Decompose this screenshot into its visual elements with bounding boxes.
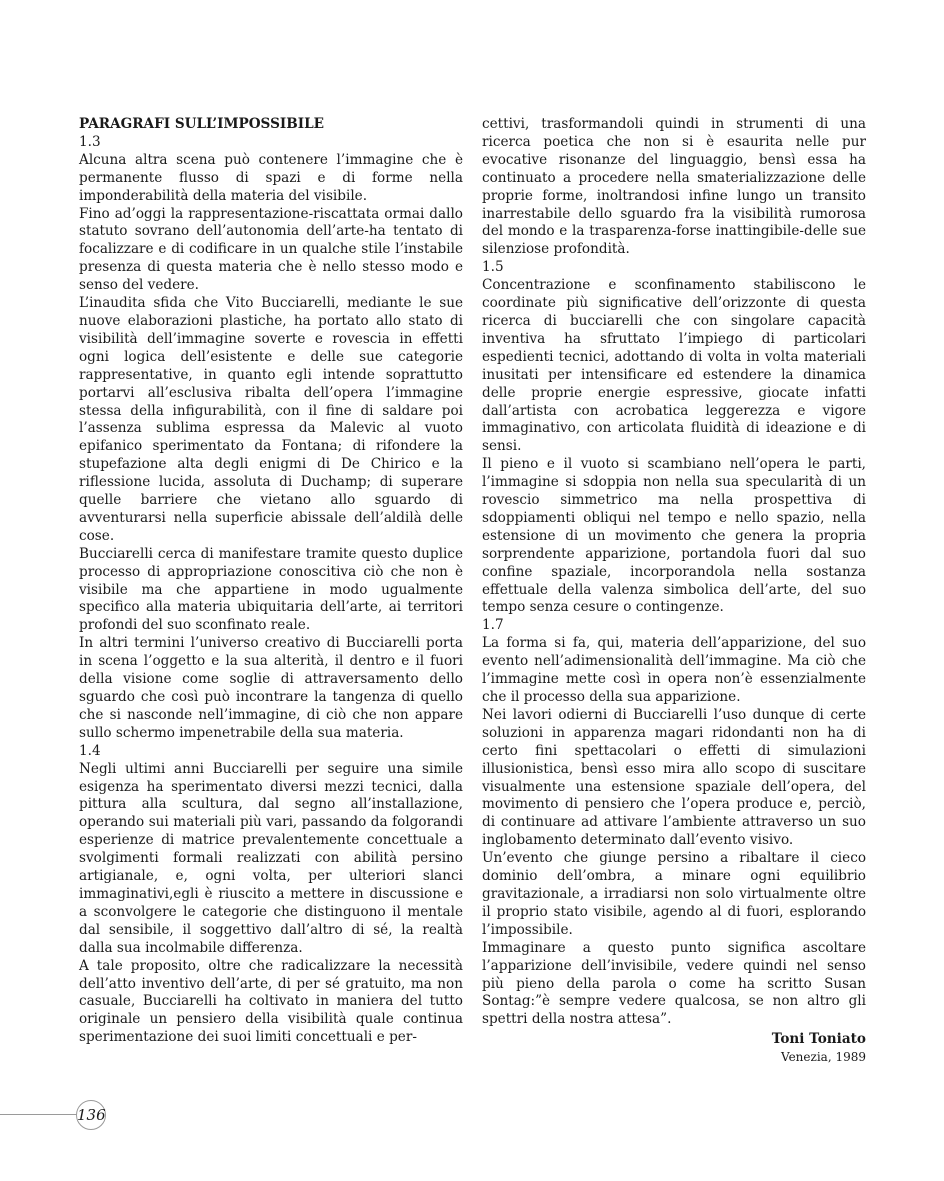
paragraph: Concentrazione e sconfinamento stabiliscono le coordinate più significative dell’orizzonte di questa ricerca di bucciarelli che con singolare capacità inventiva ha sfruttato l’impiego di particolari espedienti tecnici, adottando di volta in volta materiali inusitati per intensificare ed estendere la dinamica delle proprie energie espressive, giocate infatti dall’artista con acrobatica leggerezza e vigore immaginativo, con articolata fluidità di ideazione e di sensi. [482,277,866,455]
right-column-body [482,116,866,1029]
article-title: PARAGRAFI SULL’IMPOSSIBILE [79,116,325,132]
signature-block [482,1031,866,1067]
right-column [482,116,866,1067]
paragraph: Un’evento che giunge persino a ribaltare il cieco dominio dell’ombra, a minare ogni equilibrio gravitazionale, a irradiarsi non solo virtualmente oltre il proprio stato visibile, agendo al di fuori, esplorando l’impossibile. [482,850,866,938]
paragraph: cettivi, trasformandoli quindi in strumenti di una ricerca poetica che non si è esaurita nelle pur evocative risonanze del linguaggio, bensì essa ha continuato a procedere nella smaterializzazione delle proprie forme, inoltrandosi infine lungo un transito inarrestabile dello sguardo fra la visibilità rumorosa del mondo e la trasparenza-forse inattingibile-delle sue silenziose profondità. [482,116,866,258]
place-date: Venezia, 1989 [781,1050,866,1065]
page-number: 136 [76,1100,106,1130]
paragraph: Nei lavori odierni di Bucciarelli l’uso dunque di certe soluzioni in apparenza magari ridondanti non ha di certo fini spettacolari o effetti di simulazioni illusionistica, bensì esso mira allo scopo di suscitare visualmente una estensione spaziale dell’opera, del movimento di pensiero che l’opera produce e, perciò, di continuare ad attivare l’ambiente attraverso un suo inglobamento determinato dall’evento visivo. [482,706,866,849]
footer-rule [0,1114,80,1115]
left-column [79,116,463,1047]
paragraph: La forma si fa, qui, materia dell’apparizione, del suo evento nell’adimensionalità dell’immagine. Ma ciò che l’immagine mette così in opera non’è essenzialmente che il processo della sua apparizione. [482,635,866,705]
left-column-body [79,134,463,1047]
paragraph: Bucciarelli cerca di manifestare tramite questo duplice processo di appropriazione conoscitiva ciò che non è visibile ma che appartiene in modo ugualmente specifico alla materia ubiquitaria dell’arte, ai territori profondi del suo sconfinato reale. [79,545,463,634]
paragraph: In altri termini l’universo creativo di Bucciarelli porta in scena l’oggetto e la sua alterità, il dentro e il fuori della visione come soglie di attraversamento dello sguardo che così può incontrare la tangenza di quello che si nasconde nell’immagine, di ciò che non appare sullo schermo impenetrabile della sua materia. [79,635,463,741]
paragraph: Il pieno e il vuoto si scambiano nell’opera le parti, l’immagine si sdoppia non nella sua specularità di un rovescio simmetrico ma nella prospettiva di sdoppiamenti obliqui nel tempo e nello spazio, nella estensione di un movimento che genera la propria sorprendente apparizione, portandola fuori dal suo confine spaziale, incorporandola nella sostanza effettuale della valenza simbolica dell’arte, del suo tempo senza cesure o contingenze. [482,456,866,616]
section-number: 1.5 [482,259,504,276]
paragraph: A tale proposito, oltre che radicalizzare la necessità dell’atto inventivo dell’arte, di per sé gratuito, ma non casuale, Bucciarelli ha coltivato in maniera del tutto originale un pensiero della visibilità quale continua sperimentazione dei suoi limiti concettuali e per- [79,957,463,1046]
section-number: 1.4 [79,742,101,759]
paragraph: Alcuna altra scena può contenere l’immagine che è permanente flusso di spazi e di forme nella imponderabilità della materia del visibile. [79,151,463,204]
paragraph: Immaginare a questo punto significa ascoltare l’apparizione dell’invisibile, vedere quindi nel senso più pieno della parola o come ha scritto Susan Sontag:”è sempre vedere qualcosa, se non altro gli spettri della nostra attesa”. [482,939,866,1028]
author-name: Toni Toniato [771,1031,866,1048]
section-number: 1.7 [482,617,504,634]
paragraph: Negli ultimi anni Bucciarelli per seguire una simile esigenza ha sperimentato diversi mezzi tecnici, dalla pittura alla scultura, dal segno all’installazione, operando sui materiali più vari, passando da folgorandi esperienze di matrice prevalentemente concettuale a svolgimenti formali realizzati con abilità persino artigianale, e, ogni volta, per ulteriori slanci immaginativi,egli è riuscito a mettere in discussione e a sconvolgere le categorie che distinguono il mentale dal sensibile, il soggettivo dall’altro di sé, la realtà dalla sua incolmabile differenza. [79,760,463,956]
paragraph: Fino ad’oggi la rappresentazione-riscattata ormai dallo statuto sovrano dell’autonomia dell’arte-ha tentato di focalizzare e di codificare in un qualche stile l’instabile presenza di questa materia che è nello stesso modo e senso del vedere. [79,205,463,294]
section-number: 1.3 [79,133,101,150]
paragraph: L’inaudita sfida che Vito Bucciarelli, mediante le sue nuove elaborazioni plastiche, ha portato allo stato di visibilità dell’immagine soverte e rovescia in effetti ogni logica dell’esistente e delle sue categorie rappresentative, in quanto egli intende soprattutto portarvi all’esclusiva ribalta dell’opera l’immagine stessa della infigurabilità, con il fine di saldare poi l’assenza sublima espressa da Malevic al vuoto epifanico sperimentato da Fontana; di rifondere la stupefazione alta degli enigmi di De Chirico e la riflessione lucida, assoluta di Duchamp; di superare quelle barriere che vietano allo sguardo di avventurarsi nella superficie abissale dell’aldilà delle cose. [79,295,463,544]
